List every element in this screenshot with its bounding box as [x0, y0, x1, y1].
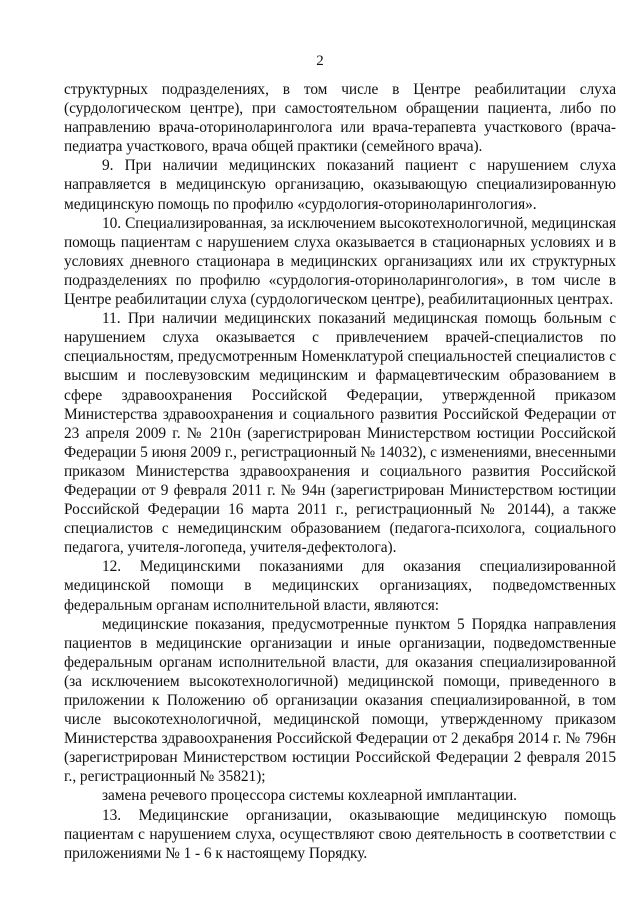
- paragraph-indications: медицинские показания, предусмотренные пунктом 5 Порядка направления пациентов в медицинские организации и иные организации, подведомственные федеральным органам исполнительной власти, для оказания специализированной (за исключением высокотехнологичной) медицинской помощи, приведенного в приложении к Положению об организации оказания специализированной, в том числе высокотехнологичной, медицинской помощи, утвержденному приказом Министерства здравоохранения Российской Федерации от 2 декабря 2014 г. № 796н (зарегистрирован Министерством юстиции Российской Федерации 2 февраля 2015 г., регистрационный № 35821);: [64, 615, 616, 786]
- page-number: 2: [316, 53, 324, 69]
- paragraph-item-13: 13. Медицинские организации, оказывающие медицинскую помощь пациентам с нарушением слуха, осуществляют свою деятельность в соответствии с приложениями № 1 - 6 к настоящему Порядку.: [64, 806, 616, 862]
- document-body: [64, 80, 616, 863]
- paragraph-item-11: 11. При наличии медицинских показаний медицинская помощь больным с нарушением слуха оказывается с привлечением врачей-специалистов по специальностям, предусмотренным Номенклатурой специальностей специалистов с высшим и послевузовским медицинским и фармацевтическим образованием в сфере здравоохранения Российской Федерации, утвержденной приказом Министерства здравоохранения и социального развития Российской Федерации от 23 апреля 2009 г. № 210н (зарегистрирован Министерством юстиции Российской Федерации 5 июня 2009 г., регистрационный № 14032), с изменениями, внесенными приказом Министерства здравоохранения и социального развития Российской Федерации от 9 февраля 2011 г. № 94н (зарегистрирован Министерством юстиции Российской Федерации 16 марта 2011 г., регистрационный № 20144), а также специалистов с немедицинским образованием (педагога-психолога, социального педагога, учителя-логопеда, учителя-дефектолога).: [64, 310, 616, 557]
- paragraph-continuation: структурных подразделениях, в том числе в Центре реабилитации слуха (сурдологическом центре), при самостоятельном обращении пациента, либо по направлению врача-оториноларинголога или врача-терапевта участкового (врача-педиатра участкового, врача общей практики (семейного врача).: [64, 81, 616, 156]
- paragraph-processor-replacement: замена речевого процессора системы кохлеарной имплантации.: [102, 787, 517, 805]
- paragraph-item-10: 10. Специализированная, за исключением высокотехнологичной, медицинская помощь пациентам с нарушением слуха оказывается в стационарных условиях и в условиях дневного стационара в медицинских организациях или их структурных подразделениях по профилю «сурдология-оториноларингология», в том числе в Центре реабилитации слуха (сурдологическом центре), реабилитационных центрах.: [64, 214, 616, 309]
- paragraph-item-9: 9. При наличии медицинских показаний пациент с нарушением слуха направляется в медицинскую организацию, оказывающую специализированную медицинскую помощь по профилю «сурдология-оториноларингология».: [64, 157, 616, 213]
- paragraph-item-12: 12. Медицинскими показаниями для оказания специализированной медицинской помощи в медицинских организациях, подведомственных федеральным органам исполнительной власти, являются:: [64, 558, 616, 614]
